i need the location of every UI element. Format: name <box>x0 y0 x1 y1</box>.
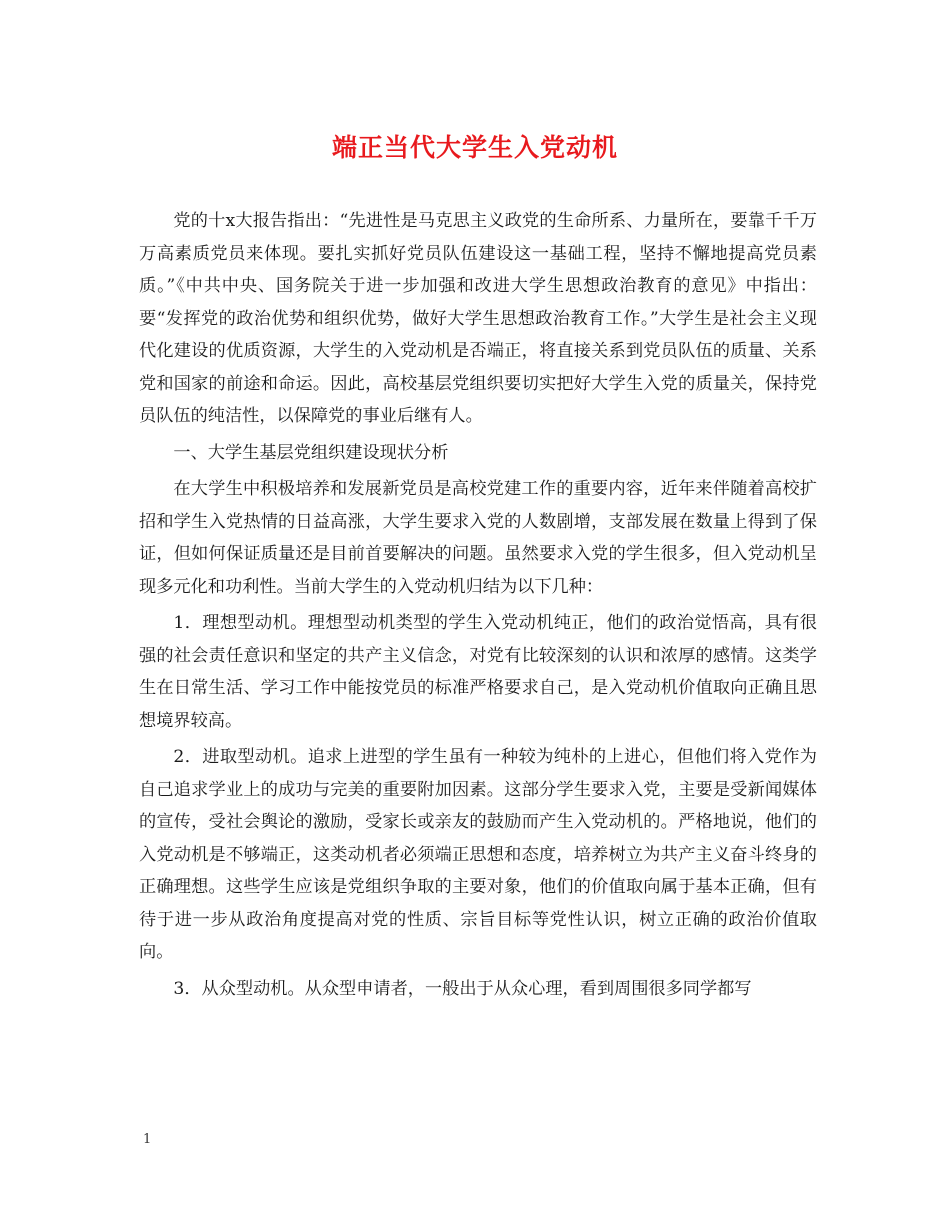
page-number: 1 <box>143 1132 152 1147</box>
paragraph-ideal-motive: 1．理想型动机。理想型动机类型的学生入党动机纯正，他们的政治觉悟高，具有很强的社会责任意识和坚定的共产主义信念，对党有比较深刻的认识和浓厚的感情。这类学生在日常生活、学习工作中能按党员的标准严格要求自己，是入党动机价值取向正确且思想境界较高。 <box>139 613 817 731</box>
document-body <box>139 205 817 1005</box>
paragraph-conformist-motive: 3．从众型动机。从众型申请者，一般出于从众心理，看到周围很多同学都写 <box>173 978 752 999</box>
document-title: 端正当代大学生入党动机 <box>331 133 618 162</box>
section-heading: 一、大学生基层党组织建设现状分析 <box>173 442 449 463</box>
paragraph-analysis: 在大学生中积极培养和发展新党员是高校党建工作的重要内容，近年来伴随着高校扩招和学生入党热情的日益高涨，大学生要求入党的人数剧增，支部发展在数量上得到了保证，但如何保证质量还是目前首要解决的问题。虽然要求入党的学生很多，但入党动机呈现多元化和功利性。当前大学生的入党动机归结为以下几种： <box>139 479 817 597</box>
paragraph-progressive-motive: 2．进取型动机。追求上进型的学生虽有一种较为纯朴的上进心，但他们将入党作为自己追求学业上的成功与完美的重要附加因素。这部分学生要求入党，主要是受新闻媒体的宣传，受社会舆论的激励，受家长或亲友的鼓励而产生入党动机的。严格地说，他们的入党动机是不够端正，这类动机者必须端正思想和态度，培养树立为共产主义奋斗终身的正确理想。这些学生应该是党组织争取的主要对象，他们的价值取向属于基本正确，但有待于进一步从政治角度提高对党的性质、宗旨目标等党性认识，树立正确的政治价值取向。 <box>139 747 817 963</box>
paragraph-intro: 党的十x大报告指出：“先进性是马克思主义政党的生命所系、力量所在，要靠千千万万高素质党员来体现。要扎实抓好党员队伍建设这一基础工程，坚持不懈地提高党员素质。”《中共中央、国务院关于进一步加强和改进大学生思想政治教育的意见》中指出：要“发挥党的政治优势和组织优势，做好大学生思想政治教育工作。”大学生是社会主义现代化建设的优质资源，大学生的入党动机是否端正，将直接关系到党员队伍的质量、关系党和国家的前途和命运。因此，高校基层党组织要切实把好大学生入党的质量关，保持党员队伍的纯洁性，以保障党的事业后继有人。 <box>139 211 817 426</box>
